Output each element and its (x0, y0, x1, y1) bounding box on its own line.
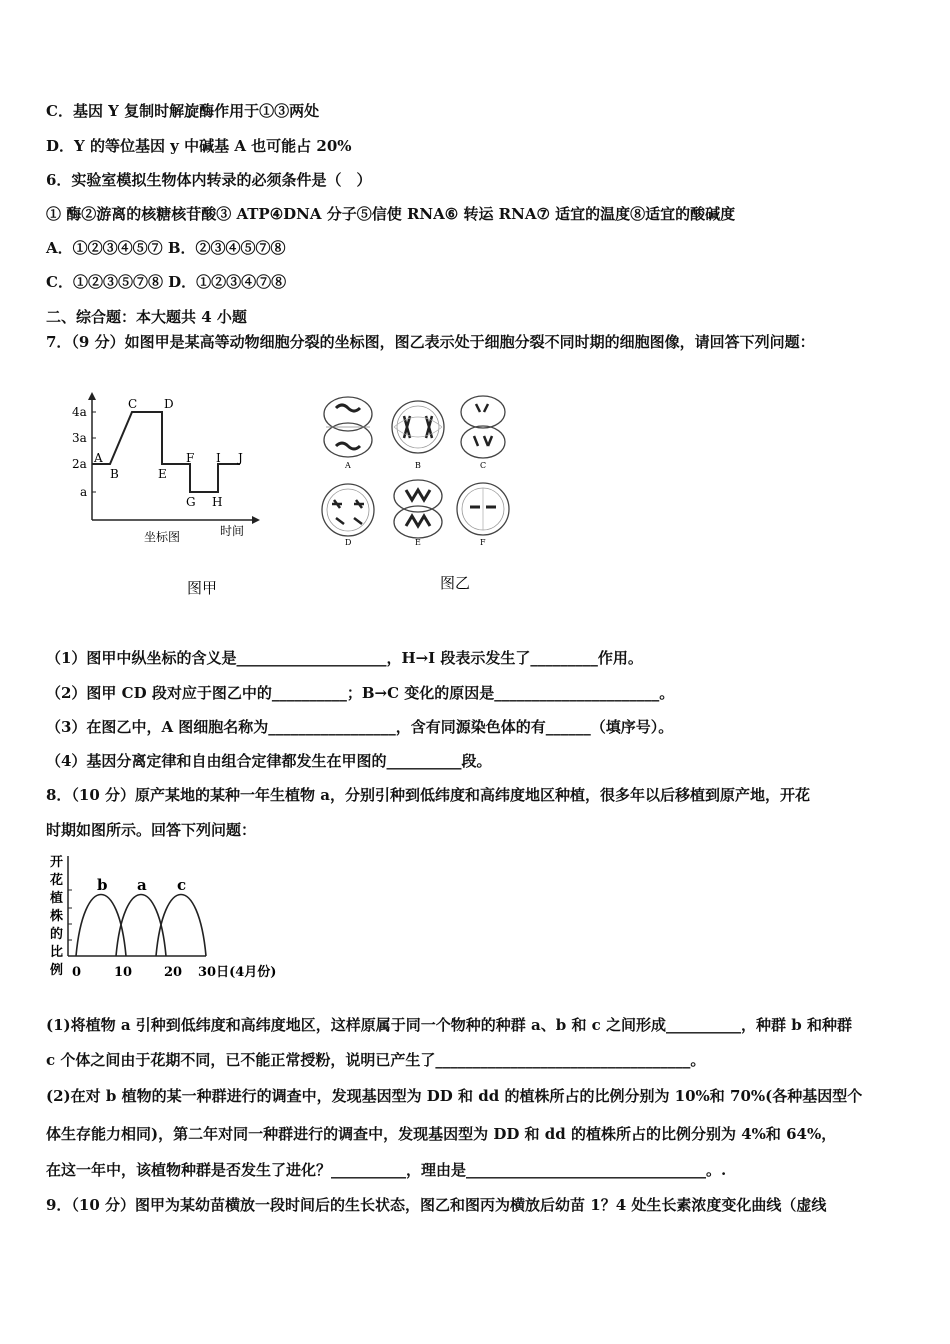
section-heading: 二、综合题：本大题共 4 小题 (46, 308, 247, 326)
cell-f (457, 483, 509, 535)
x-tick-label-10: 10 (114, 965, 133, 980)
cell-label-d: D (345, 538, 352, 547)
q8-sub2-line2: 体生存能力相同)，第二年对同一种群进行的调查中，发现基因型为 DD 和 dd 的植株所占的比例分别为 4%和 64%， (46, 1125, 837, 1143)
point-label-c: C (128, 397, 138, 411)
point-label-g: G (186, 495, 196, 509)
figure-jia-svg (60, 390, 280, 605)
q5-option-c: C．基因 Y 复制时解旋酶作用于①③两处 (46, 102, 320, 120)
q7-stem: 7．（9 分）如图甲是某高等动物细胞分裂的坐标图，图乙表示处于细胞分裂不同时期的细胞图像，请回答下列问题： (46, 333, 815, 351)
q7-sub4: （4）基因分离定律和自由组合定律都发生在甲图的__________段。 (46, 752, 492, 770)
figure-yi-svg (318, 392, 528, 602)
point-label-j: J (238, 451, 243, 465)
ylabel-char: 开 (50, 855, 64, 870)
ytick-label-a: a (80, 485, 88, 499)
q5-option-d: D．Y 的等位基因 y 中碱基 A 也可能占 20% (46, 137, 352, 155)
series-curve-b (76, 895, 126, 957)
series-curve-c (156, 895, 206, 957)
q6-options-cd: C．①②③⑤⑦⑧ D．①②③④⑦⑧ (46, 273, 287, 291)
cell-c (461, 396, 505, 458)
x-axis-arrow (252, 516, 260, 524)
x-tick-label-20: 20 (164, 965, 183, 980)
q8-stem-line1: 8．（10 分）原产某地的某种一年生植物 a，分别引种到低纬度和高纬度地区种植，很多年以后移植到原产地，开花 (46, 786, 810, 804)
series-curve-a (116, 895, 166, 957)
ylabel-char: 的 (50, 927, 64, 942)
q7-sub2: （2）图甲 CD 段对应于图乙中的__________；B→C 变化的原因是______________________。 (46, 684, 675, 702)
q8-sub2-line3: 在这一年中，该植物种群是否发生了进化？__________，理由是________________________________。. (46, 1161, 727, 1179)
figure-yi (318, 392, 528, 602)
cell-e (394, 480, 442, 538)
point-label-i: I (216, 451, 221, 465)
q8-chart (46, 852, 296, 992)
point-label-e: E (158, 467, 167, 481)
figure-jia (60, 390, 280, 605)
y-axis-arrow (88, 392, 96, 400)
ytick-label-4a: 4a (72, 405, 87, 419)
cell-label-e: E (415, 538, 421, 547)
x-tick-label-30: 30日(4月份) (198, 965, 277, 980)
cell-d (322, 484, 374, 536)
x-tick-label-0: 0 (72, 965, 82, 980)
q8-chart-svg (46, 852, 296, 992)
point-label-d: D (164, 397, 174, 411)
series-label-b: b (97, 876, 108, 894)
figure-jia-caption: 图甲 (187, 579, 218, 597)
cell-label-f: F (480, 538, 486, 547)
q8-stem-line2: 时期如图所示。回答下列问题： (46, 821, 257, 839)
point-label-h: H (212, 495, 223, 509)
point-label-a: A (94, 451, 103, 465)
point-label-b: B (110, 467, 119, 481)
q6-stem: 6．实验室模拟生物体内转录的必须条件是（ ） (46, 171, 372, 189)
q7-sub1: （1）图甲中纵坐标的含义是____________________，H→I 段表示发生了_________作用。 (46, 649, 643, 667)
cell-label-a: A (345, 461, 351, 470)
q9-stem: 9．（10 分）图甲为某幼苗横放一段时间后的生长状态，图乙和图丙为横放后幼苗 1？4 处生长素浓度变化曲线（虚线 (46, 1196, 827, 1214)
q6-items: ① 酶②游离的核糖核苷酸③ ATP④DNA 分子⑤信使 RNA⑥ 转运 RNA⑦ 适宜的温度⑧适宜的酸碱度 (46, 205, 736, 223)
q8-sub2-line1: (2)在对 b 植物的某一种群进行的调查中，发现基因型为 DD 和 dd 的植株所占的比例分别为 10%和 70%(各种基因型个 (46, 1087, 863, 1105)
cell-label-c: C (480, 461, 487, 470)
q7-sub3: （3）在图乙中，A 图细胞名称为_________________，含有同源染色体的有______（填序号）。 (46, 718, 674, 736)
series-label-c: c (177, 876, 187, 894)
ylabel-char: 比 (50, 945, 64, 960)
q6-options-ab: A．①②③④⑤⑦ B．②③④⑤⑦⑧ (46, 239, 286, 257)
x-axis-label: 时间 (220, 524, 245, 538)
q8-sub1-line1: (1)将植物 a 引种到低纬度和高纬度地区，这样原属于同一个物种的种群 a、b 和 c 之间形成__________，种群 b 和种群 (46, 1016, 852, 1034)
q8-sub1-line2: c 个体之间由于花期不同，已不能正常授粉，说明已产生了__________________________________。 (46, 1051, 706, 1069)
cell-b (392, 401, 444, 453)
ylabel-char: 株 (50, 909, 64, 924)
series-curves (76, 876, 206, 956)
chart-caption: 坐标图 (144, 530, 181, 544)
cell-label-b: B (415, 461, 421, 470)
cell-a (324, 397, 372, 457)
ylabel-char: 花 (50, 873, 64, 888)
point-label-f: F (186, 451, 195, 465)
series-label-a: a (137, 876, 147, 894)
ylabel-char: 例 (50, 963, 64, 978)
ytick-label-3a: 3a (72, 431, 87, 445)
figure-yi-caption: 图乙 (440, 574, 471, 592)
ytick-label-2a: 2a (72, 457, 87, 471)
ylabel-char: 植 (50, 891, 64, 906)
y-axis-label (49, 854, 63, 978)
